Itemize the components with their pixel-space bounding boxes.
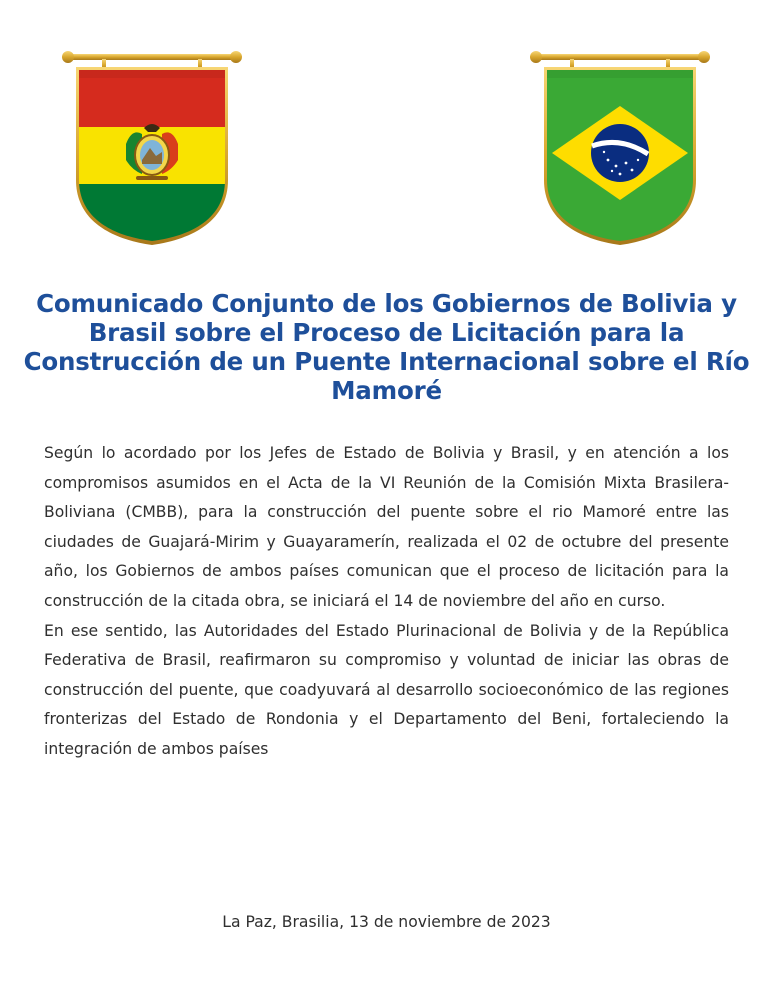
brazil-flag-icon [530,48,710,248]
body-paragraph-2: En ese sentido, las Autoridades del Estado Plurinacional de Bolivia y de la República Federativa de Brasil, reafirmaron su compromiso y voluntad de iniciar las obras de construcción del puente, que coadyuvará al desarrollo socioeconómico de las regiones fronterizas del Estado de Rondonia y el Departamento del Beni, fortaleciendo la integración de ambos países [44,621,729,758]
bolivia-flag-icon [62,48,242,248]
communique-body [44,439,729,765]
body-paragraph-1: Según lo acordado por los Jefes de Estado de Bolivia y Brasil, y en atención a los compromisos asumidos en el Acta de la VI Reunión de la Comisión Mixta Brasilera-Boliviana (CMBB), para la construcción del puente sobre el rio Mamoré entre las ciudades de Guajará-Mirim y Guayaramerín, realizada el 02 de octubre del presente año, los Gobiernos de ambos países comunican que el proceso de licitación para la construcción de la citada obra, se iniciará el 14 de noviembre del año en curso. [44,444,729,610]
communique-title: Comunicado Conjunto de los Gobiernos de Bolivia y Brasil sobre el Proceso de Licitación para la Construcción de un Puente Internacional sobre el Río Mamoré [23,289,750,405]
place-date: La Paz, Brasilia, 13 de noviembre de 2023 [222,913,551,931]
